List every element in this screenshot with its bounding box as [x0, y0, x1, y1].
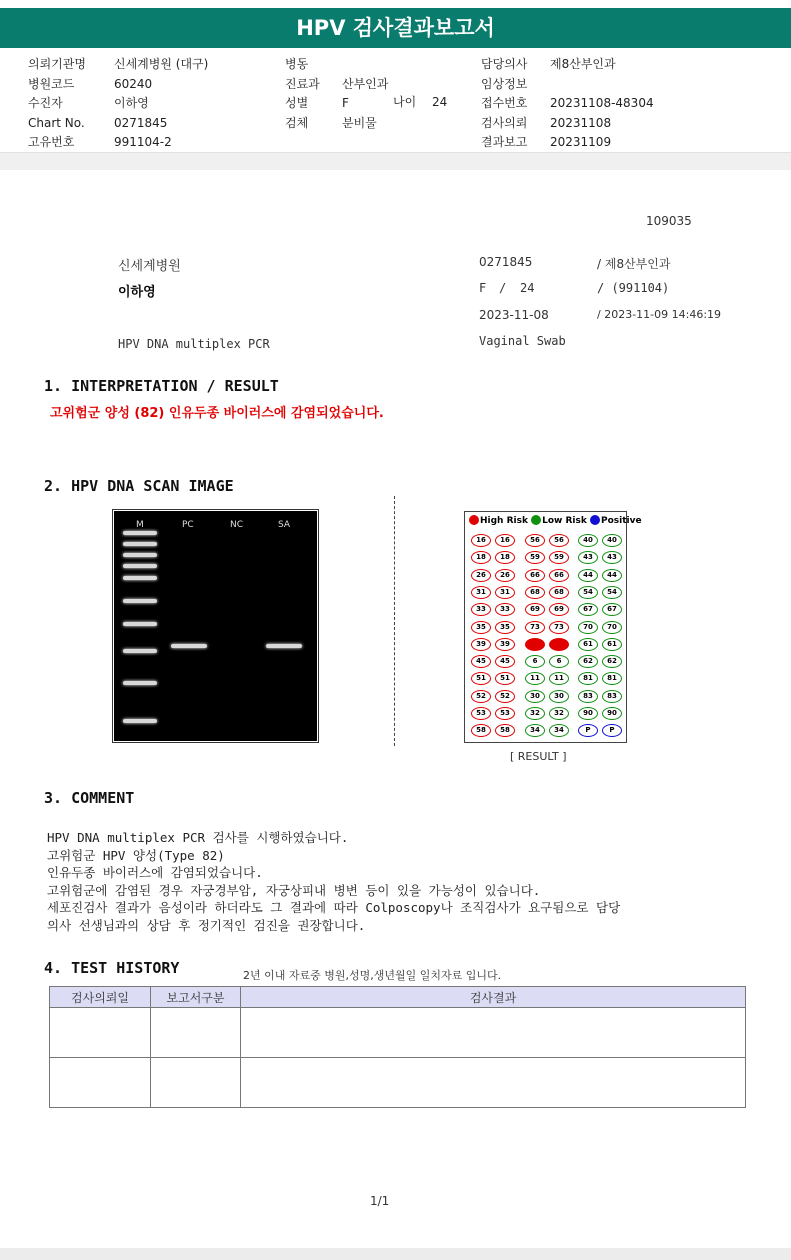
history-col-report-type: 보고서구분: [151, 987, 241, 1008]
section-divider: [394, 496, 395, 746]
history-header-row: [50, 987, 746, 1008]
genotype-cell: 58: [495, 724, 515, 737]
legend-low-risk: Low Risk: [542, 516, 587, 526]
genotype-cell: 43: [602, 551, 622, 564]
genotype-cell: 18: [471, 551, 491, 564]
header-label: 병원코드: [28, 76, 75, 91]
header-label: 수진자: [28, 96, 63, 110]
comment-line: 의사 선생님과의 상담 후 정기적인 검진을 권장합니다.: [47, 917, 366, 933]
gel-electrophoresis-image: [114, 511, 317, 741]
table-cell: [151, 1008, 241, 1058]
header-label: 검체: [285, 115, 309, 130]
header-label: 검사의뢰: [481, 115, 528, 130]
genotype-cell: 40: [578, 534, 598, 547]
table-cell: [50, 1008, 151, 1058]
age-label: 나이: [393, 95, 417, 109]
header-label: 병동: [285, 57, 309, 71]
interpretation-title: 1. INTERPRETATION / RESULT: [44, 377, 279, 395]
header-label: 성별: [285, 96, 309, 110]
genotype-cell: 11: [549, 672, 569, 685]
genotype-cell: 70: [602, 621, 622, 634]
header-value: 60240: [114, 76, 153, 91]
specimen: Vaginal Swab: [479, 334, 566, 348]
result-text: 고위험군 양성 (82) 인유두종 바이러스에 감염되었습니다.: [50, 406, 384, 421]
report-code: 109035: [646, 214, 692, 228]
history-col-request-date: 검사의뢰일: [50, 987, 151, 1008]
age: 24: [520, 281, 535, 295]
genotype-cell: 45: [471, 655, 491, 668]
genotype-cell: 33: [495, 603, 515, 616]
table-row: [50, 1008, 746, 1058]
header-value: 991104-2: [114, 135, 172, 149]
grid-legend: [469, 515, 642, 526]
genotype-cell: 52: [495, 690, 515, 703]
genotype-cell: 59: [525, 551, 545, 564]
genotype-cell: 51: [471, 672, 491, 685]
table-cell: [151, 1058, 241, 1108]
genotype-cell: 39: [495, 638, 515, 651]
header-label: 의뢰기관명: [28, 57, 86, 71]
genotype-cell: 44: [578, 569, 598, 582]
genotype-cell: 35: [471, 621, 491, 634]
birth-date: / (991104): [597, 281, 670, 295]
header-label: Chart No.: [28, 115, 85, 130]
pc-band: [171, 644, 207, 648]
legend-positive: Positive: [600, 516, 642, 526]
genotype-cell: 66: [549, 569, 569, 582]
header-label: 임상정보: [481, 76, 528, 91]
bottom-bar: [0, 1248, 791, 1260]
genotype-cell: 35: [495, 621, 515, 634]
sex-age-separator: /: [499, 281, 507, 295]
comment-line: 고위험군에 감염된 경우 자궁경부암, 자궁상피내 병변 등이 있을 가능성이 있습니다.: [47, 882, 541, 898]
patient-name: 이하영: [118, 285, 156, 300]
genotype-cell: 6: [525, 655, 545, 668]
genotype-cell: 51: [495, 672, 515, 685]
header-value: 이하영: [114, 96, 149, 110]
genotype-cell: 59: [549, 551, 569, 564]
genotype-cell: 40: [602, 534, 622, 547]
header-value: 제8산부인과: [550, 57, 616, 71]
genotype-cell: 11: [525, 672, 545, 685]
genotype-cell: 26: [471, 569, 491, 582]
genotype-cell: 68: [549, 586, 569, 599]
header-value: 분비물: [342, 115, 377, 130]
genotype-cell: P: [602, 724, 622, 737]
genotype-cell: 73: [525, 621, 545, 634]
high-risk-dot-icon: [469, 515, 479, 525]
genotype-cell: 82: [549, 638, 569, 651]
genotype-cell: 82: [525, 638, 545, 651]
genotype-cell: 26: [495, 569, 515, 582]
genotype-cell: 16: [495, 534, 515, 547]
comment-text: [47, 829, 620, 934]
genotype-cell: 90: [602, 707, 622, 720]
table-row: [50, 1058, 746, 1108]
genotype-cell: 16: [471, 534, 491, 547]
legend-high-risk: High Risk: [480, 516, 528, 526]
genotype-cell: 56: [549, 534, 569, 547]
history-table: [49, 986, 746, 1108]
genotype-cell: 81: [578, 672, 598, 685]
header-value: 신세계병원 (대구): [114, 57, 209, 71]
genotype-cell: 32: [549, 707, 569, 720]
genotype-cell: 56: [525, 534, 545, 547]
request-date: 2023-11-08: [479, 308, 549, 322]
header-value: 0271845: [114, 115, 168, 130]
genotype-cell: 62: [602, 655, 622, 668]
table-cell: [50, 1058, 151, 1108]
genotype-cell: 61: [578, 638, 598, 651]
genotype-cell: 83: [602, 690, 622, 703]
genotype-cell: 52: [471, 690, 491, 703]
genotype-cell: 30: [525, 690, 545, 703]
chart-number: 0271845: [479, 255, 533, 269]
genotype-cell: 54: [578, 586, 598, 599]
genotype-cell: 83: [578, 690, 598, 703]
grid-caption: [ RESULT ]: [510, 750, 567, 763]
genotype-cell: 81: [602, 672, 622, 685]
genotype-cell: 67: [578, 603, 598, 616]
lane-label-nc: NC: [230, 520, 244, 530]
hpv-genotype-grid: [464, 511, 642, 743]
header-separator: [0, 152, 791, 170]
sex: F: [479, 281, 487, 295]
comment-line: HPV DNA multiplex PCR 검사를 시행하였습니다.: [47, 830, 349, 845]
marker-band: [123, 649, 157, 653]
lane-label-m: M: [136, 520, 144, 530]
genotype-cell: 44: [602, 569, 622, 582]
positive-dot-icon: [590, 515, 600, 525]
low-risk-dot-icon: [531, 515, 541, 525]
table-cell: [241, 1058, 746, 1108]
header-label: 진료과: [285, 76, 320, 91]
genotype-cell: 34: [525, 724, 545, 737]
marker-band: [123, 531, 157, 535]
header-value: F: [342, 96, 349, 110]
header-label: 고유번호: [28, 135, 75, 149]
genotype-cell: P: [578, 724, 598, 737]
age-value: 24: [432, 95, 448, 109]
sa-band: [266, 644, 302, 648]
comment-line: 고위험군 HPV 양성(Type 82): [47, 847, 225, 863]
genotype-cell: 70: [578, 621, 598, 634]
genotype-cell: 53: [471, 707, 491, 720]
genotype-cell: 58: [471, 724, 491, 737]
genotype-cell: 62: [578, 655, 598, 668]
marker-band: [123, 564, 157, 568]
marker-band: [123, 553, 157, 557]
report-title: HPV 검사결과보고서: [0, 8, 791, 48]
header-value: 산부인과: [342, 76, 389, 91]
genotype-cell: 34: [549, 724, 569, 737]
history-title: 4. TEST HISTORY: [44, 959, 180, 977]
hospital-name: 신세계병원: [118, 259, 181, 274]
genotype-cell: 30: [549, 690, 569, 703]
genotype-cell: 6: [549, 655, 569, 668]
genotype-cell: 31: [495, 586, 515, 599]
scan-title: 2. HPV DNA SCAN IMAGE: [44, 477, 234, 495]
header-value: 20231108-48304: [550, 96, 654, 110]
comment-line: 인유두종 바이러스에 감염되었습니다.: [47, 865, 263, 880]
header-value: 20231109: [550, 135, 612, 149]
genotype-cell: 61: [602, 638, 622, 651]
test-name: HPV DNA multiplex PCR: [118, 337, 270, 351]
genotype-cell: 53: [495, 707, 515, 720]
header-value: 20231108: [550, 115, 612, 130]
genotype-cell: 31: [471, 586, 491, 599]
history-col-result: 검사결과: [241, 987, 746, 1008]
genotype-cell: 68: [525, 586, 545, 599]
genotype-cell: 33: [471, 603, 491, 616]
comment-title: 3. COMMENT: [44, 789, 135, 807]
genotype-cell: 43: [578, 551, 598, 564]
report-datetime: / 2023-11-09 14:46:19: [597, 308, 722, 321]
marker-band: [123, 576, 157, 580]
genotype-cell: 39: [471, 638, 491, 651]
department: / 제8산부인과: [597, 257, 671, 271]
header-label: 담당의사: [481, 57, 528, 71]
genotype-cell: 32: [525, 707, 545, 720]
marker-band: [123, 681, 157, 685]
genotype-cell: 45: [495, 655, 515, 668]
header-label: 결과보고: [481, 135, 528, 149]
marker-band: [123, 542, 157, 546]
page-number: 1/1: [370, 1194, 390, 1208]
genotype-cell: 67: [602, 603, 622, 616]
lane-label-sa: SA: [278, 520, 291, 530]
genotype-cell: 69: [525, 603, 545, 616]
genotype-cell: 66: [525, 569, 545, 582]
genotype-cell: 18: [495, 551, 515, 564]
genotype-cell: 73: [549, 621, 569, 634]
genotype-cell: 54: [602, 586, 622, 599]
lane-label-pc: PC: [182, 520, 194, 530]
marker-band: [123, 599, 157, 603]
marker-band: [123, 719, 157, 723]
table-cell: [241, 1008, 746, 1058]
genotype-cell: 90: [578, 707, 598, 720]
history-note: 2년 이내 자료중 병원,성명,생년월일 일치자료 입니다.: [243, 969, 502, 982]
marker-band: [123, 622, 157, 626]
genotype-cell: 69: [549, 603, 569, 616]
comment-line: 세포진검사 결과가 음성이라 하더라도 그 결과에 따라 Colposcopy나 조직검사가 요구됨으로 담당: [47, 900, 621, 915]
header-label: 접수번호: [481, 96, 528, 110]
